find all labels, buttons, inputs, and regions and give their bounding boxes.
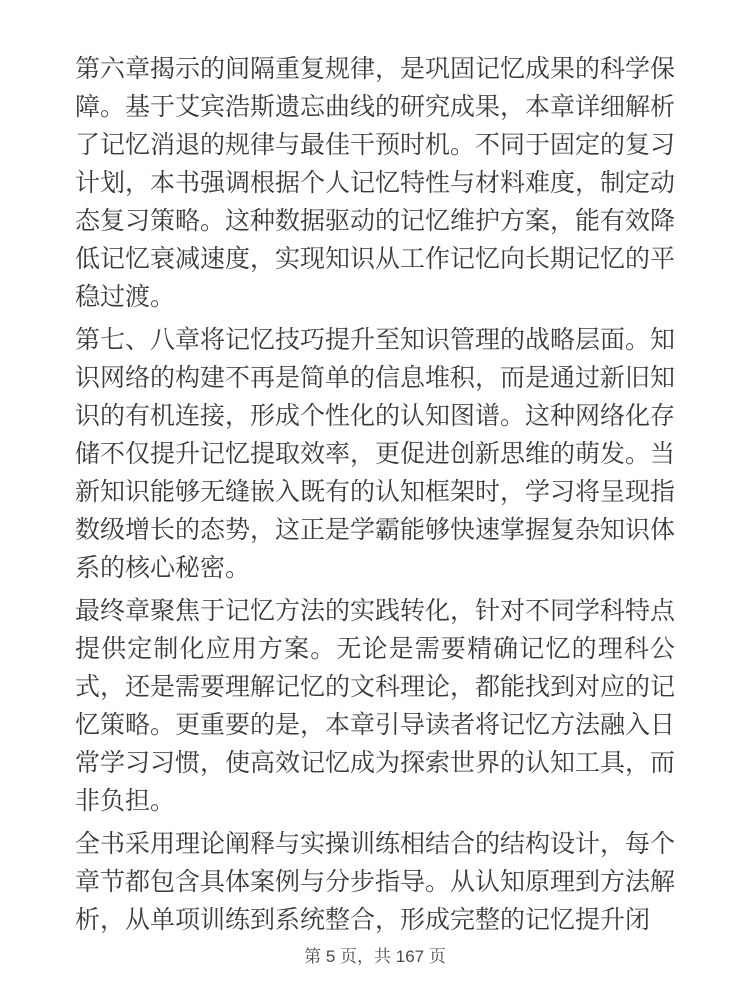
paragraph: 全书采用理论阐释与实操训练相结合的结构设计，每个章节都包含具体案例与分步指导。从认知原理到方法解析，从单项训练到系统整合，形成完整的记忆提升闭 — [75, 830, 676, 934]
page-content — [75, 50, 675, 944]
page-number: 第 5 页，共 167 页 — [304, 947, 446, 966]
paragraph: 第七、八章将记忆技巧提升至知识管理的战略层面。知识网络的构建不再是简单的信息堆积，而是通过新旧知识的有机连接，形成个性化的认知图谱。这种网络化存储不仅提升记忆提取效率，更促进创新思维的萌发。当新知识能够无缝嵌入既有的认知框架时，学习将呈现指数级增长的态势，这正是学霸能够快速掌握复杂知识体系的核心秘密。 — [75, 326, 676, 582]
paragraph: 第六章揭示的间隔重复规律，是巩固记忆成果的科学保障。基于艾宾浩斯遗忘曲线的研究成果，本章详细解析了记忆消退的规律与最佳干预时机。不同于固定的复习计划，本书强调根据个人记忆特性与材料难度，制定动态复习策略。这种数据驱动的记忆维护方案，能有效降低记忆衰减速度，实现知识从工作记忆向长期记忆的平稳过渡。 — [75, 55, 676, 311]
page-footer — [0, 946, 750, 968]
paragraph: 最终章聚焦于记忆方法的实践转化，针对不同学科特点提供定制化应用方案。无论是需要精确记忆的理科公式，还是需要理解记忆的文科理论，都能找到对应的记忆策略。更重要的是，本章引导读者将记忆方法融入日常学习习惯，使高效记忆成为探索世界的认知工具，而非负担。 — [75, 597, 676, 815]
